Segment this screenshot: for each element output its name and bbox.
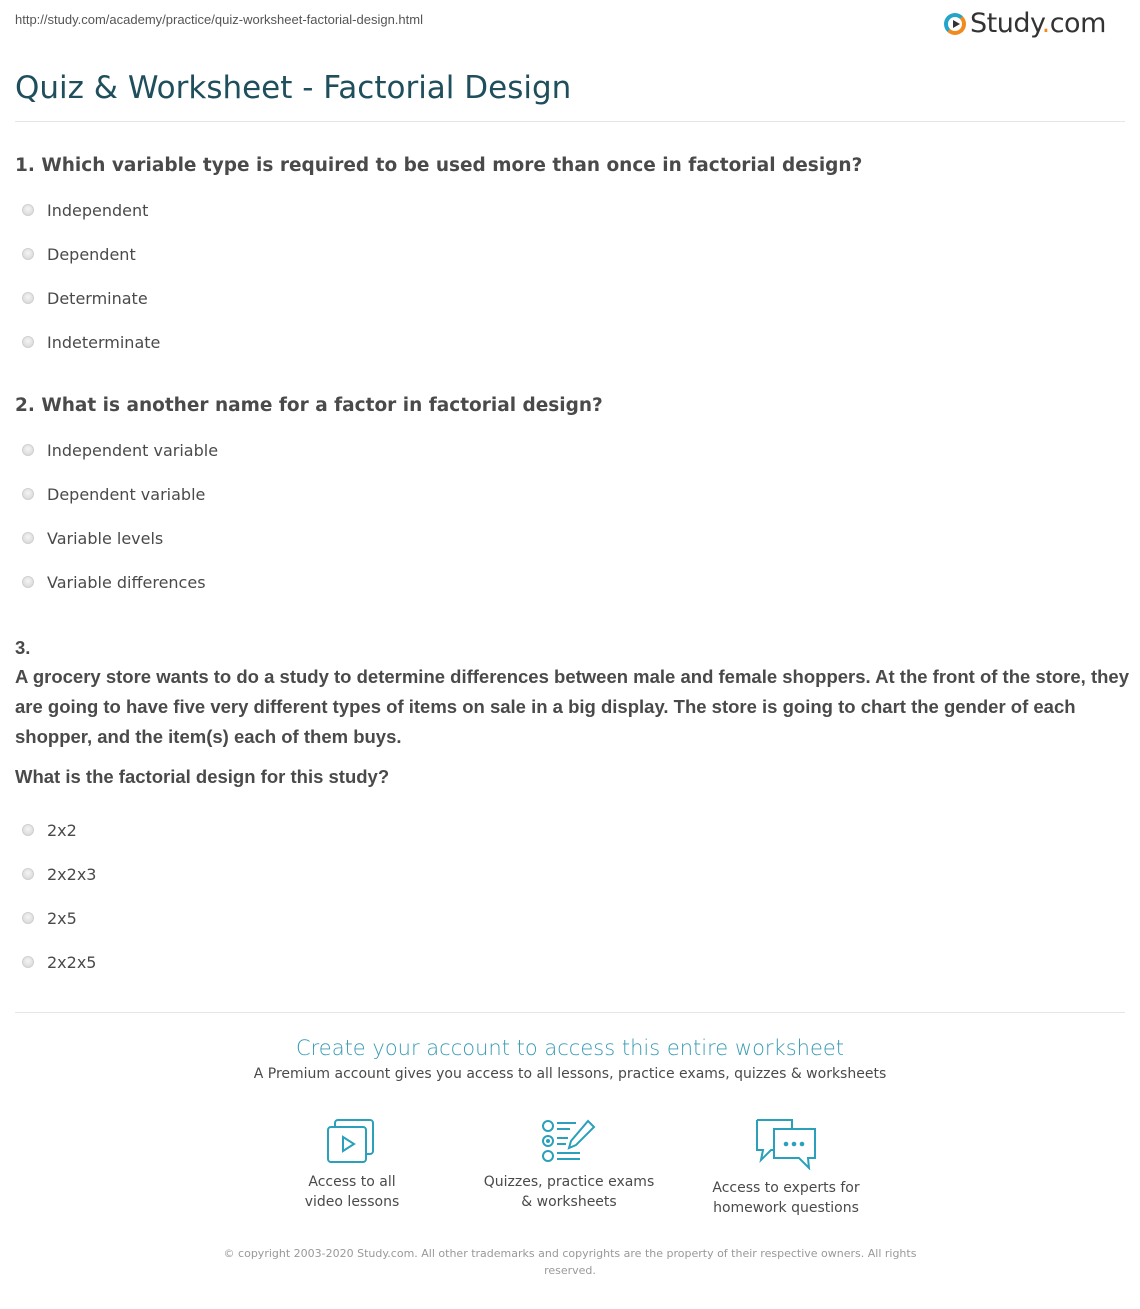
q2-option-2[interactable]: Dependent variable <box>22 483 205 505</box>
q3-option-4[interactable]: 2x2x5 <box>22 951 96 973</box>
feature-video-lessons: Access to all video lessons <box>252 1118 452 1212</box>
title-divider <box>15 121 1125 122</box>
radio-button[interactable] <box>22 868 34 880</box>
question-3-text: A grocery store wants to do a study to determine differences between male and female shoppers. At the front of the store, they are going to have five very different types of items on sale in a big display. The store is going to chart the gender of each shopper, and the item(s) each of them buys. <box>15 666 1129 747</box>
radio-button[interactable] <box>22 956 34 968</box>
cta-title[interactable]: Create your account to access this entire worksheet <box>295 1036 845 1060</box>
q1-option-1[interactable]: Independent <box>22 199 148 221</box>
q3-option-1[interactable]: 2x2 <box>22 819 77 841</box>
feature-experts: Access to experts for homework questions <box>686 1118 886 1218</box>
question-3-number: 3. <box>15 637 31 658</box>
q2-option-4[interactable]: Variable differences <box>22 571 206 593</box>
radio-button[interactable] <box>22 336 34 348</box>
q2-option-1[interactable]: Independent variable <box>22 439 218 461</box>
radio-button[interactable] <box>22 824 34 836</box>
page-title: Quiz & Worksheet - Factorial Design <box>15 70 572 106</box>
radio-button[interactable] <box>22 444 34 456</box>
radio-button[interactable] <box>22 912 34 924</box>
chat-bubbles-icon <box>754 1118 818 1170</box>
question-3-prompt: What is the factorial design for this study? <box>15 766 390 787</box>
copyright-text: © copyright 2003-2020 Study.com. All other trademarks and copyrights are the property of their respective owners. All rights reserved. <box>223 1247 917 1277</box>
feature-quizzes: Quizzes, practice exams & worksheets <box>469 1118 669 1212</box>
q3-option-2[interactable]: 2x2x3 <box>22 863 96 885</box>
cta-subtitle: A Premium account gives you access to all lessons, practice exams, quizzes & worksheets <box>253 1066 887 1082</box>
radio-button[interactable] <box>22 292 34 304</box>
radio-button[interactable] <box>22 576 34 588</box>
radio-button[interactable] <box>22 204 34 216</box>
question-1-text: 1. Which variable type is required to be used more than once in factorial design? <box>15 155 863 176</box>
q1-option-2[interactable]: Dependent <box>22 243 136 265</box>
radio-button[interactable] <box>22 532 34 544</box>
question-2-text: 2. What is another name for a factor in factorial design? <box>15 395 603 416</box>
cta-divider <box>15 1012 1125 1013</box>
q1-option-3[interactable]: Determinate <box>22 287 148 309</box>
study-logo[interactable] <box>944 8 1106 39</box>
q2-option-3[interactable]: Variable levels <box>22 527 163 549</box>
video-lessons-icon <box>325 1118 379 1164</box>
q1-option-4[interactable]: Indeterminate <box>22 331 160 353</box>
play-logo-icon <box>944 13 966 35</box>
logo-text: Study.com <box>970 8 1106 39</box>
quiz-checklist-icon <box>540 1118 598 1164</box>
radio-button[interactable] <box>22 488 34 500</box>
q3-option-3[interactable]: 2x5 <box>22 907 77 929</box>
radio-button[interactable] <box>22 248 34 260</box>
page-url: http://study.com/academy/practice/quiz-worksheet-factorial-design.html <box>15 12 423 27</box>
